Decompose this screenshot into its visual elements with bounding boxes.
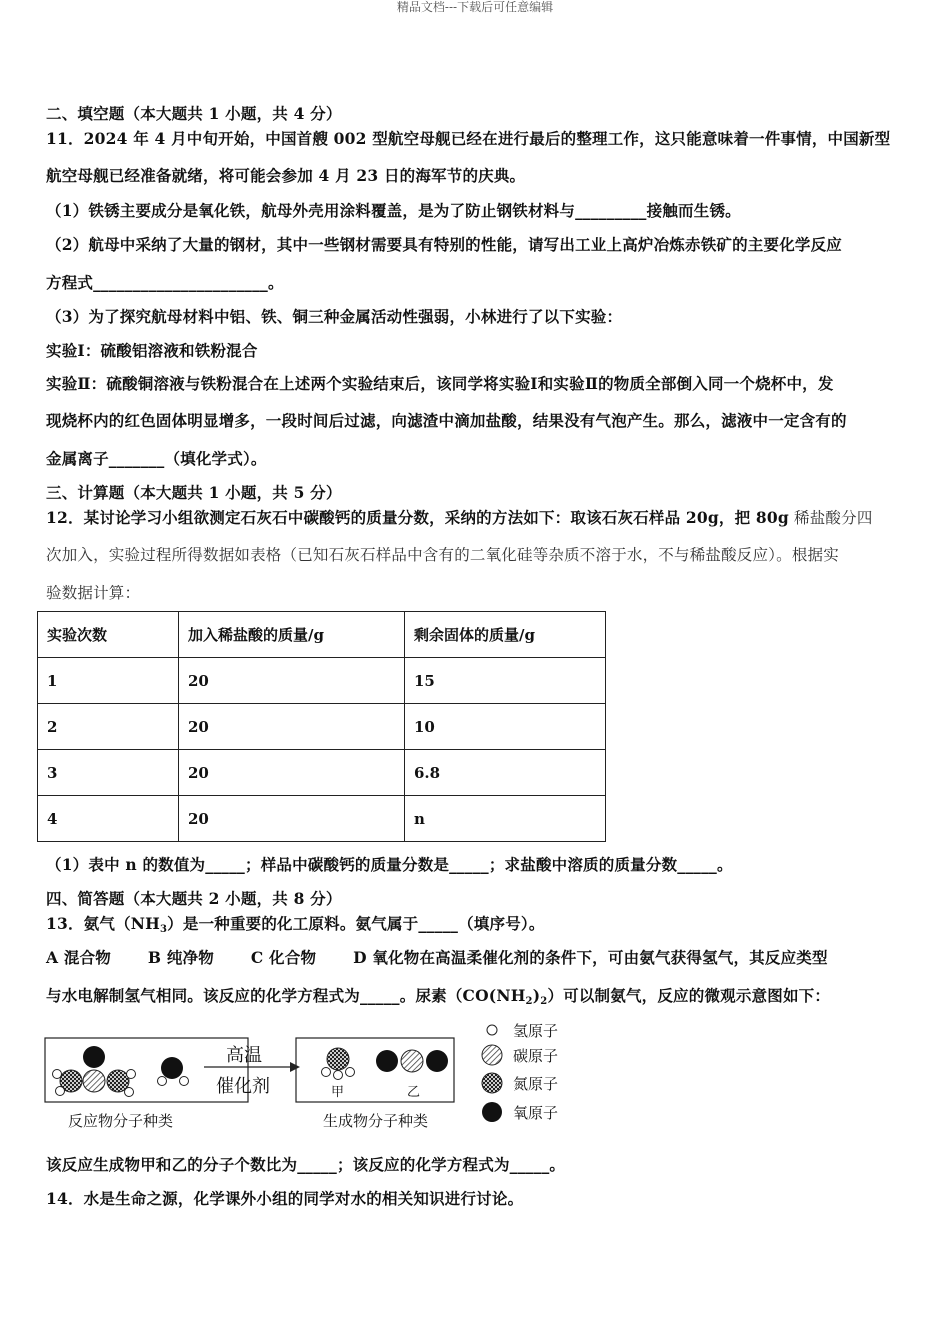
product-box [296, 1038, 454, 1102]
hydrogen-atom [180, 1077, 189, 1086]
q11-line2: 航空母舰已经准备就绪，将可能会参加 4 月 23 日的海军节的庆典。 [46, 166, 526, 185]
hydrogen-atom [346, 1068, 355, 1077]
table-header-cell: 剩余固体的质量/g [405, 612, 606, 658]
hydrogen-atom [334, 1071, 343, 1080]
legend-label: 氧原子 [513, 1103, 559, 1122]
table-header-cell: 实验次数 [38, 612, 179, 658]
q11-part3: （3）为了探究航母材料中铝、铁、铜三种金属活动性强弱，小林进行了以下实验： [46, 307, 623, 326]
table-cell: 4 [38, 796, 179, 842]
section3-heading: 三、计算题（本大题共 1 小题，共 5 分） [46, 483, 342, 502]
legend-label: 氢原子 [513, 1021, 559, 1040]
condition-top-label: 高温 [226, 1045, 262, 1066]
table-header-row [38, 612, 606, 658]
table-cell: 2 [38, 704, 179, 750]
legend-oxygen [481, 1101, 558, 1123]
q13-last-line: 该反应生成物甲和乙的分子个数比为_____；该反应的化学方程式为_____。 [46, 1155, 566, 1174]
hydrogen-atom [56, 1087, 65, 1096]
nitrogen-atom-icon [481, 1072, 503, 1094]
oxygen-atom [376, 1050, 398, 1072]
oxygen-atom-icon [481, 1101, 503, 1123]
q13-line3 [46, 984, 830, 1007]
product-yi-label: 乙 [407, 1085, 421, 1100]
legend-carbon [481, 1044, 558, 1066]
q13-options: A 混合物 B 纯净物 C 化合物 D 氧化物在高温柔催化剂的条件下，可由氨气获得氢气，其反应类型 [46, 948, 828, 967]
reactant-caption: 反应物分子种类 [68, 1112, 174, 1130]
carbon-atom-icon [481, 1044, 503, 1066]
oxygen-atom [83, 1046, 105, 1068]
table-row [38, 658, 606, 704]
q13-line3-sub: 2 [525, 996, 533, 1007]
product-jia-label: 甲 [331, 1085, 345, 1100]
legend-label: 氮原子 [513, 1074, 559, 1093]
q12-line2: 次加入，实验过程所得数据如表格（已知石灰石样品中含有的二氧化硅等杂质不溶于水，不与稀盐酸反应）。根据实 [46, 546, 839, 564]
experiment1: 实验Ⅰ：硫酸铝溶液和铁粉混合 [46, 341, 258, 360]
legend-nitrogen [481, 1072, 558, 1094]
experiment-data-table [37, 611, 606, 842]
experiment2-line2: 现烧杯内的红色固体明显增多，一段时间后过滤，向滤渣中滴加盐酸，结果没有气泡产生。那么，滤液中一定含有的 [46, 411, 847, 430]
hydrogen-atom [322, 1068, 331, 1077]
table-row [38, 796, 606, 842]
q11-part1: （1）铁锈主要成分是氧化铁，航母外壳用涂料覆盖，是为了防止钢铁材料与_________接触而生锈。 [46, 201, 741, 220]
q13-line1-pre: 13．氨气（NH [46, 914, 160, 933]
carbon-atom [401, 1050, 423, 1072]
hydrogen-atom [127, 1070, 136, 1079]
q12-line1-light: 稀盐酸分四 [788, 509, 873, 527]
table-cell: 20 [179, 658, 405, 704]
experiment2-line3: 金属离子_______（填化学式）。 [46, 449, 267, 468]
q13-line3-end: ）可以制氨气，反应的微观示意图如下： [547, 986, 831, 1005]
table-header-cell: 加入稀盐酸的质量/g [179, 612, 405, 658]
q13-line1 [46, 912, 545, 935]
condition-bottom-label: 催化剂 [216, 1076, 270, 1097]
carbon-atom [83, 1070, 105, 1092]
table-cell: 15 [405, 658, 606, 704]
table-row [38, 750, 606, 796]
table-cell: n [405, 796, 606, 842]
q11-line1: 11．2024 年 4 月中旬开始，中国首艘 002 型航空母舰已经在进行最后的整理工作，这只能意味着一件事情，中国新型 [46, 129, 891, 148]
table-cell: 20 [179, 750, 405, 796]
q13-line3-pre: 与水电解制氢气相同。该反应的化学方程式为_____。尿素（CO(NH [46, 986, 526, 1005]
oxygen-atom [161, 1057, 183, 1079]
hydrogen-atom [158, 1077, 167, 1086]
hydrogen-atom [125, 1088, 134, 1097]
q13-line3-post: ) [532, 986, 541, 1005]
q12-line1-bold: 12．某讨论学习小组欲测定石灰石中碳酸钙的质量分数，采纳的方法如下：取该石灰石样品 20g，把 80g [46, 508, 789, 527]
page-header: 精品文档---下载后可任意编辑 [396, 0, 554, 14]
q13-line3-sub2: 2 [540, 996, 548, 1007]
table-cell: 20 [179, 704, 405, 750]
q12-line3: 验数据计算： [46, 584, 141, 602]
q14-line: 14．水是生命之源，化学课外小组的同学对水的相关知识进行讨论。 [46, 1189, 524, 1208]
legend-label: 碳原子 [513, 1046, 559, 1065]
arrow-head [290, 1062, 300, 1072]
product-caption: 生成物分子种类 [323, 1112, 429, 1130]
section4-heading: 四、简答题（本大题共 2 小题，共 8 分） [46, 889, 342, 908]
table-cell: 10 [405, 704, 606, 750]
table-cell: 20 [179, 796, 405, 842]
oxygen-atom [426, 1050, 448, 1072]
table-cell: 3 [38, 750, 179, 796]
table-row [38, 704, 606, 750]
q12-line1 [46, 506, 873, 528]
nitrogen-atom [327, 1048, 349, 1070]
hydrogen-atom [53, 1070, 62, 1079]
q11-part2-line1: （2）航母中采纳了大量的钢材，其中一些钢材需要具有特别的性能，请写出工业上高炉冶炼赤铁矿的主要化学反应 [46, 235, 842, 254]
hydrogen-atom-icon [481, 1019, 503, 1041]
experiment2-line1: 实验Ⅱ：硫酸铜溶液与铁粉混合在上述两个实验结束后，该同学将实验Ⅰ和实验Ⅱ的物质全部倒入同一个烧杯中，发 [46, 374, 834, 393]
q13-line1-post: ）是一种重要的化工原料。氨气属于_____（填序号）。 [167, 914, 545, 933]
q12-part1: （1）表中 n 的数值为_____；样品中碳酸钙的质量分数是_____；求盐酸中溶质的质量分数_____。 [46, 855, 733, 874]
table-cell: 1 [38, 658, 179, 704]
legend-hydrogen [481, 1019, 558, 1041]
section2-heading: 二、填空题（本大题共 1 小题，共 4 分） [46, 104, 342, 123]
q11-part2-line2: 方程式______________________。 [46, 273, 284, 292]
q13-line1-sub: 3 [159, 924, 168, 935]
table-cell: 6.8 [405, 750, 606, 796]
